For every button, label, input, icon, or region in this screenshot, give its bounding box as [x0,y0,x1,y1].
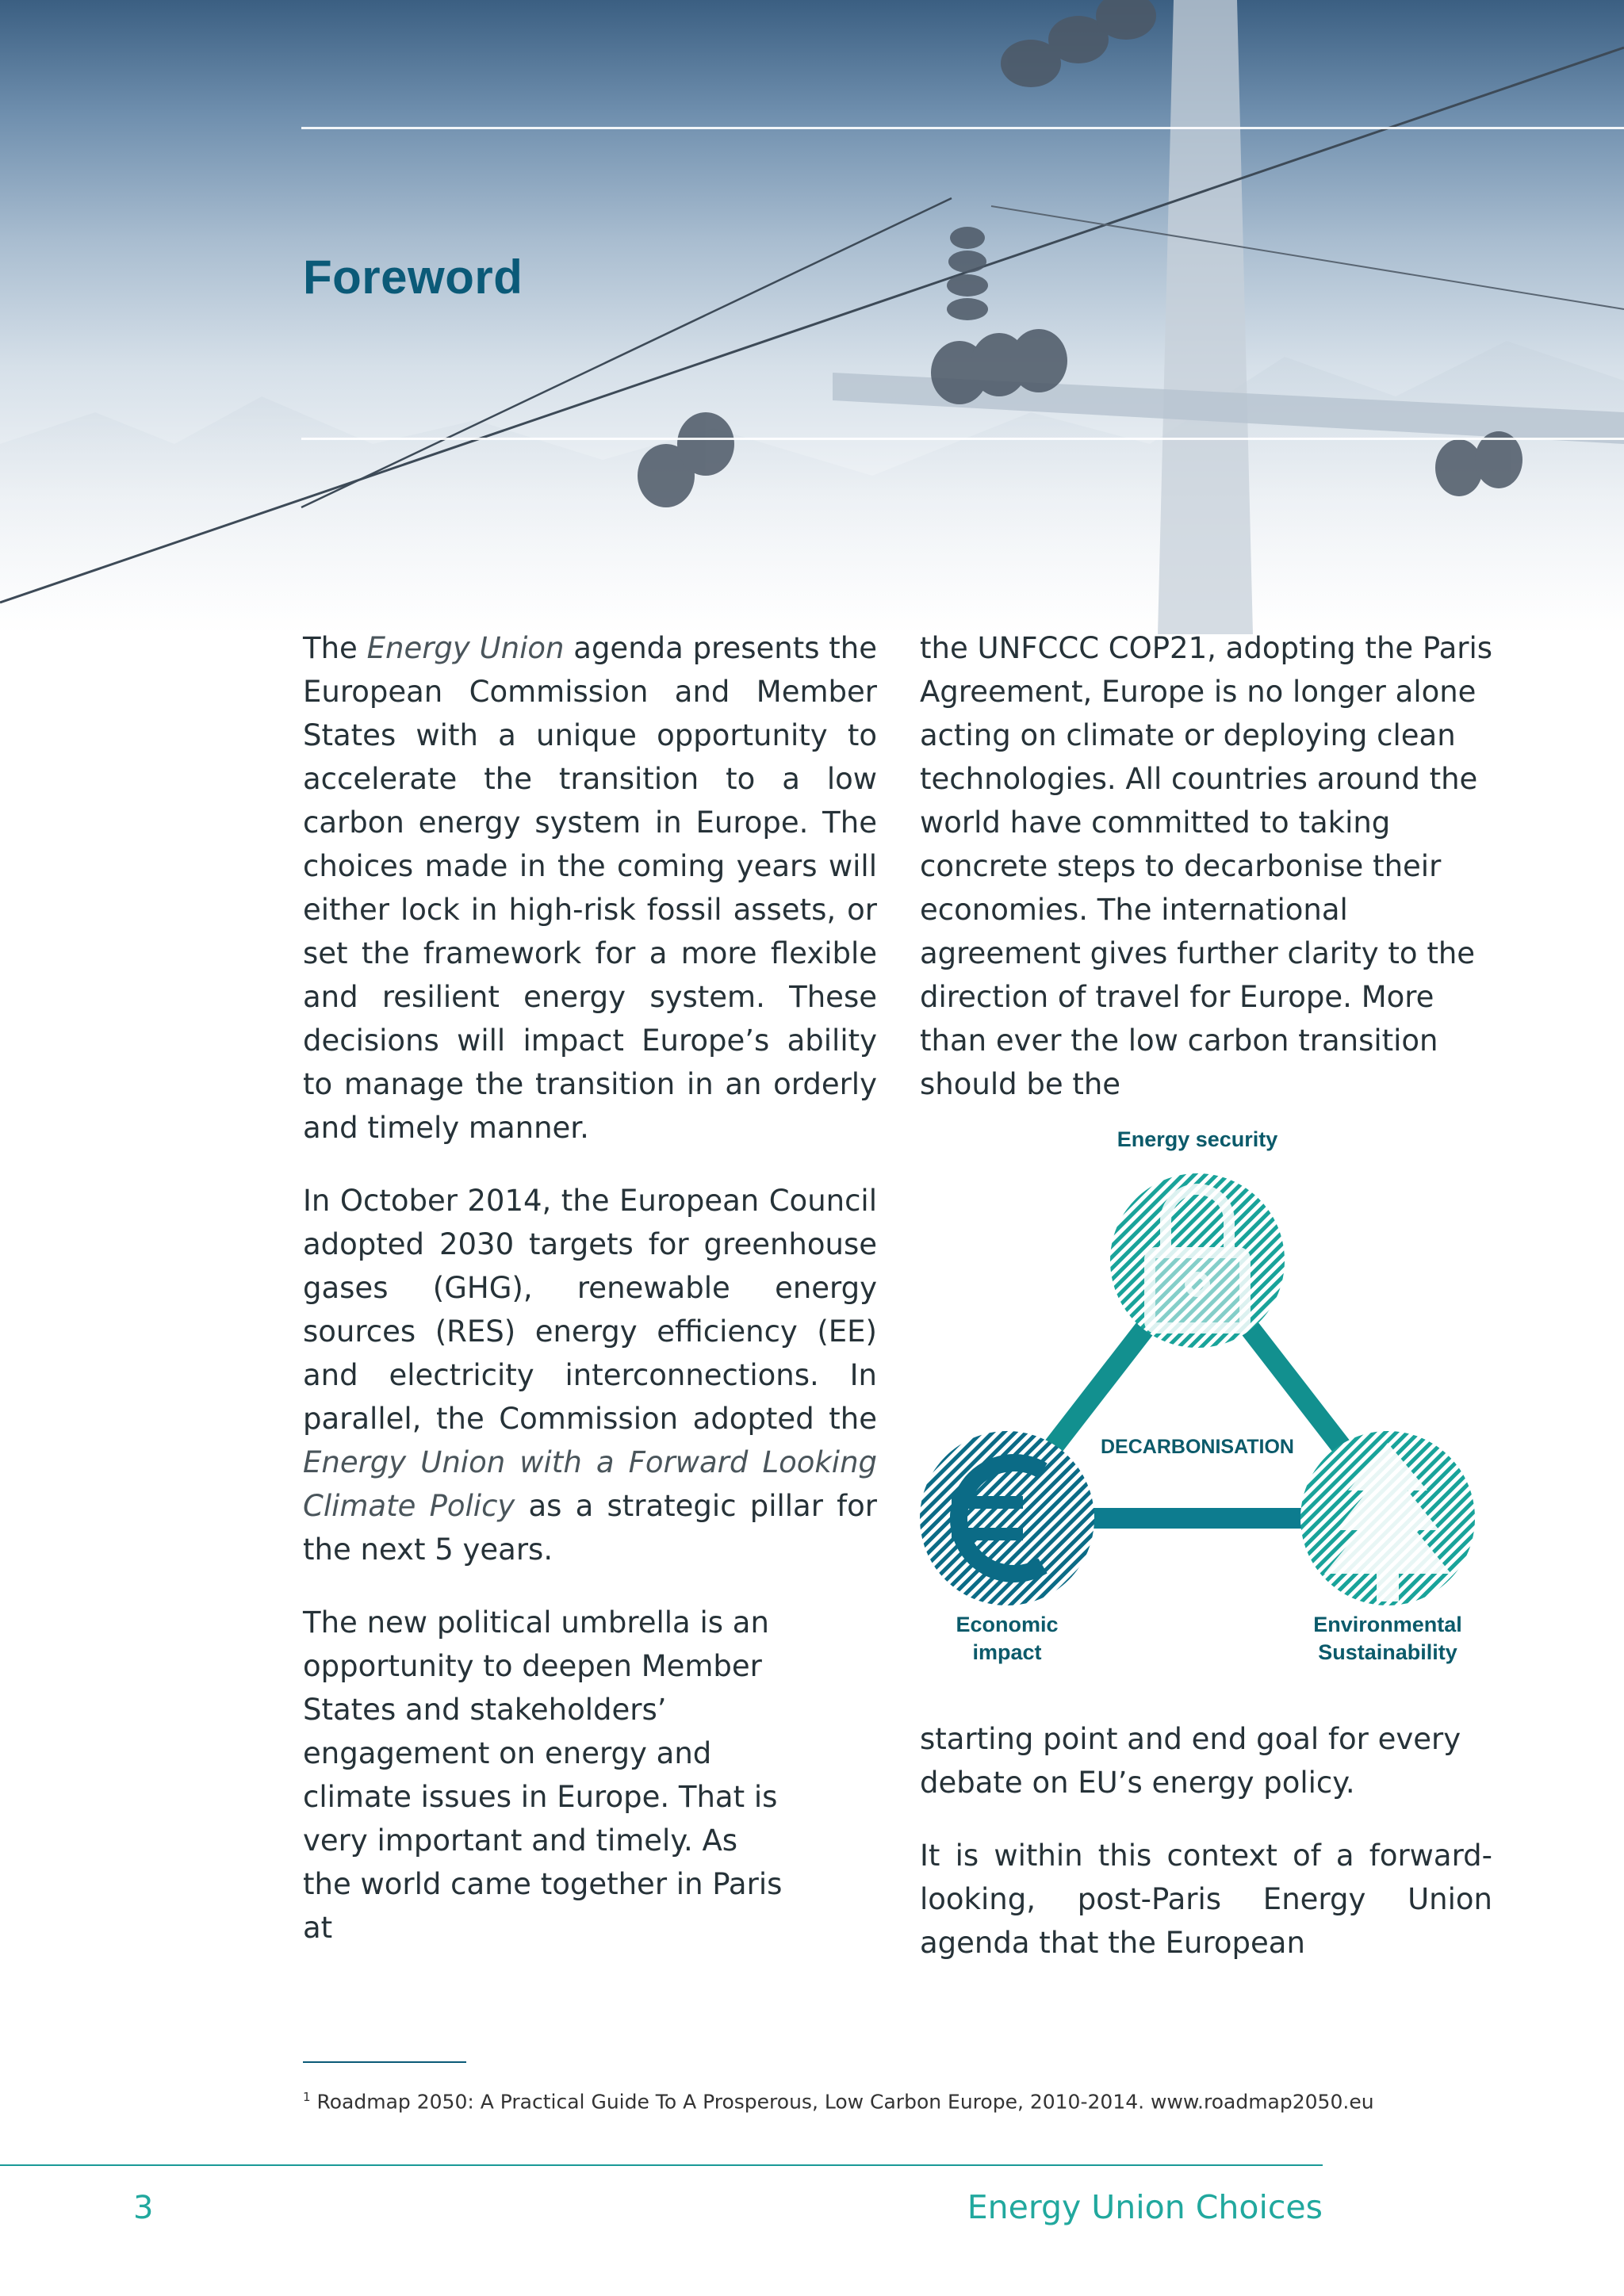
paragraph-context: It is within this context of a forward-looking, post-Paris Energy Union agenda that the European [920,1839,1492,1960]
energy-union-triangle-diagram [904,1126,1491,1681]
header-photo [0,0,1624,634]
paragraph-october-2014: In October 2014, the European Council adopted 2030 targets for greenhouse gases (GHG), renewable energy sources (RES) energy efficiency (EE) and electricity interconnections. In parallel, the Commission adopted the Energy Union with a Forward Looking Climate Policy as a strategic pillar for the next 5 years. [303,1184,877,1567]
paragraph-energy-union: The Energy Union agenda presents the European Commission and Member States with a unique opportunity to accelerate the transition to a low carbon energy system in Europe. The choices made in the coming years will either lock in high-risk fossil assets, or set the framework for a more flexible and resilient energy system. These decisions will impact Europe’s ability to manage the transition in an orderly and timely manner. [303,631,877,1145]
header-rule-bottom [301,438,1624,440]
economic-impact-label: Economic impact [956,1613,1059,1664]
environmental-sustainability-label: Environmental Sustainability [1313,1613,1462,1664]
header-rule-top [301,127,1624,129]
footer-rule [0,2164,1323,2166]
footnote-divider [303,2061,466,2063]
page-title: Foreword [303,251,523,304]
paragraph-political-umbrella: The new political umbrella is an opportunity to deepen Member States and stakeholders’ engagement on energy and climate issues in Europe. That is very important and timely. As the world came together in Paris at [303,1605,783,1945]
footnote: $^1$ Roadmap 2050: A Practical Guide To A Prosperous, Low Carbon Europe, 2010-2014. www.roadmap2050.eu [303,2090,1374,2114]
document-title: Energy Union Choices [967,2188,1323,2226]
page-number: 3 [133,2190,154,2226]
decarbonisation-label: DECARBONISATION [1101,1436,1294,1458]
power-line-illustration [0,0,1624,634]
right-column-top [920,626,1492,1135]
paragraph-starting-point: starting point and end goal for every debate on EU’s energy policy. [920,1722,1461,1800]
energy-security-label: Energy security [1116,1127,1278,1151]
left-column [303,626,877,1979]
paragraph-cop21: the UNFCCC COP21, adopting the Paris Agreement, Europe is no longer alone acting on climate or deploying clean technologies. All countries around the world have committed to taking concrete steps to decarbonise their economies. The international agreement gives further clarity to the direction of travel for Europe. More than ever the low carbon transition should be the [920,631,1493,1101]
right-column-bottom [920,1717,1492,1994]
triangle-diagram-graphic [904,1126,1491,1681]
